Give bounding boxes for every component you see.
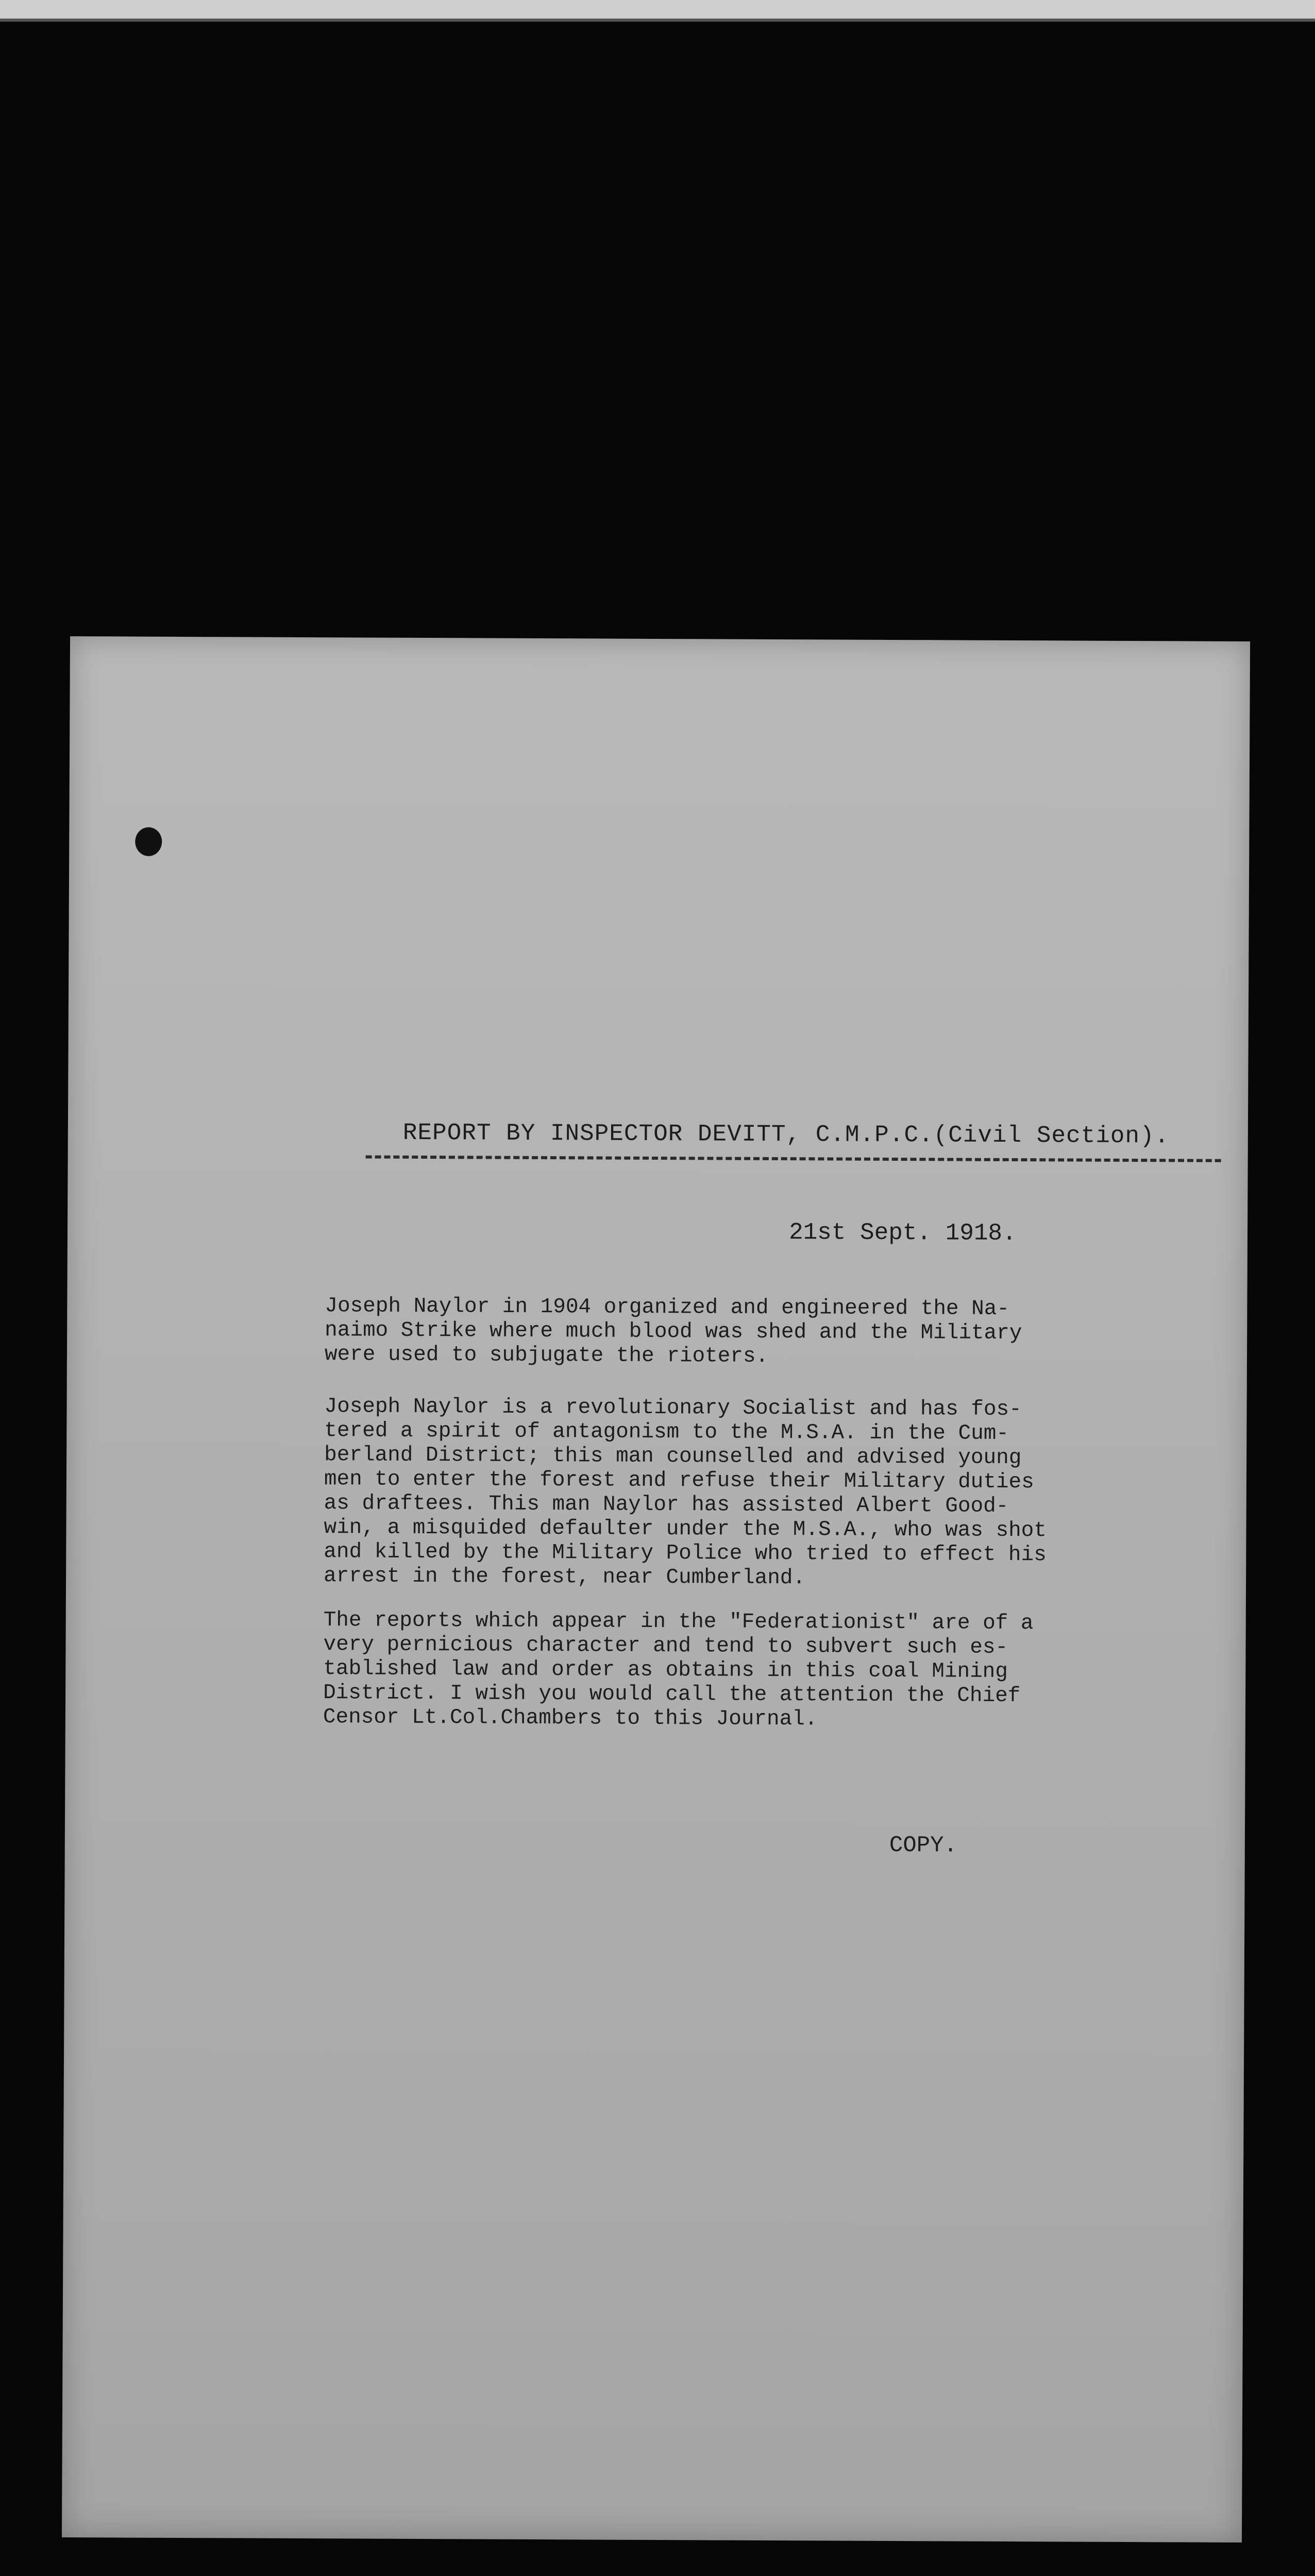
paragraph-1: Joseph Naylor in 1904 organized and engineered the Na- naimo Strike where much blood was shed and the Military were used to subjugate the rioters. bbox=[324, 1294, 1022, 1368]
paragraph-3: The reports which appear in the "Federationist" are of a very pernicious character and tend to subvert such es- tablished law and order as obtains in this coal Mining District. I wish you would call the attention the Chief Censor Lt.Col.Chambers to this Journal. bbox=[323, 1608, 1034, 1732]
copy-mark: COPY. bbox=[889, 1832, 957, 1859]
document-page bbox=[62, 636, 1250, 2543]
heading-underline bbox=[366, 1156, 1221, 1162]
report-date: 21st Sept. 1918. bbox=[788, 1219, 1017, 1247]
report-heading: REPORT BY INSPECTOR DEVITT, C.M.P.C.(Civil Section). bbox=[402, 1119, 1170, 1150]
film-top-edge bbox=[0, 0, 1315, 22]
punch-hole bbox=[135, 827, 162, 856]
paragraph-2: Joseph Naylor is a revolutionary Socialist and has fos- tered a spirit of antagonism to the M.S.A. in the Cum- berland District; this man counselled and advised young men to enter the forest and refuse their Military duties as draftees. This man Naylor has assisted Albert Good- win, a misquided defaulter under the M.S.A., who was shot and killed by the Military Police who tried to effect his arrest in the forest, near Cumberland. bbox=[324, 1395, 1047, 1590]
